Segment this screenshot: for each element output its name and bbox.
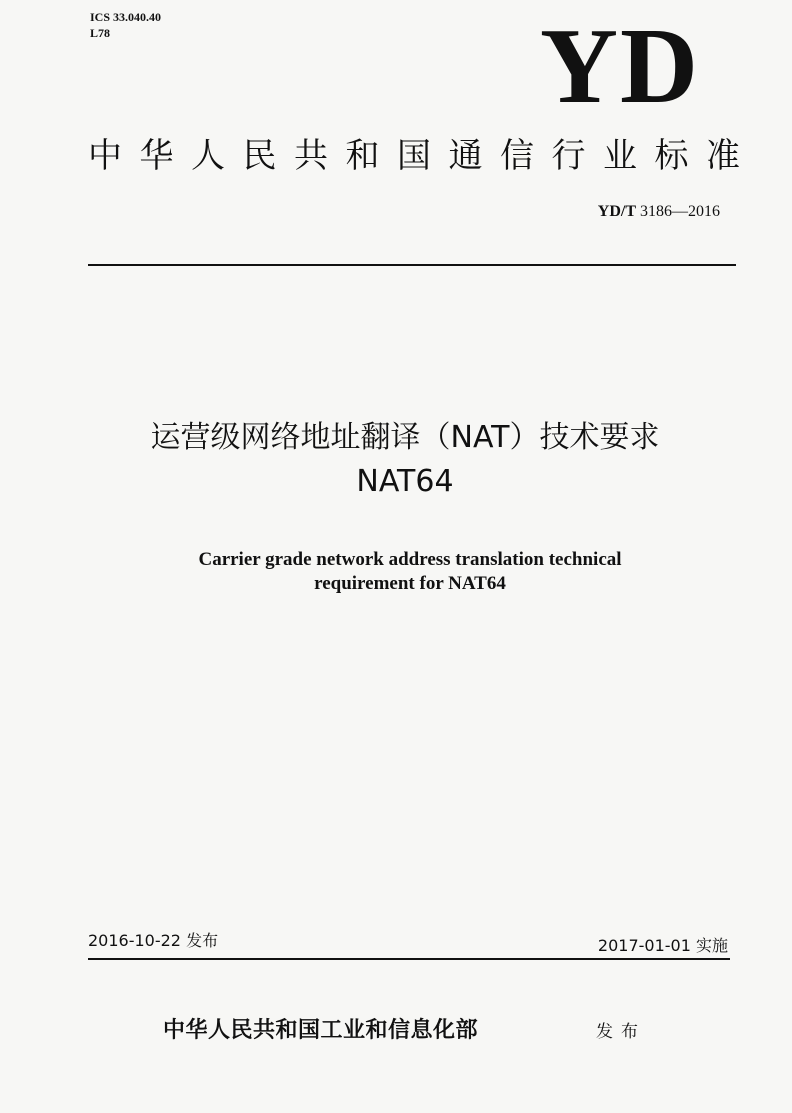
title-en-line1: Carrier grade network address translation technical — [198, 549, 622, 570]
title-en-line2: requirement for NAT64 — [314, 573, 506, 594]
bottom-divider — [88, 958, 730, 960]
standard-code-number: 3186—2016 — [640, 203, 720, 220]
standard-code — [540, 203, 720, 221]
top-divider — [88, 264, 736, 266]
publisher-name: 中华人民共和国工业和信息化部 — [163, 1017, 479, 1043]
yd-logo: YD — [540, 7, 700, 126]
ics-code: ICS 33.040.40 — [90, 10, 162, 24]
classification-codes — [90, 9, 161, 41]
standard-code-prefix: YD/T — [597, 203, 636, 220]
standard-title: 中华人民共和国通信行业标准 — [88, 136, 758, 176]
issue-date: 2016-10-22 发布 — [88, 931, 219, 950]
ccs-code: L78 — [90, 26, 111, 40]
document-title-en — [110, 548, 710, 596]
implementation-date: 2017-01-01 实施 — [597, 936, 728, 955]
document-subtitle-cn: NAT64 — [356, 464, 454, 499]
document-title-cn: 运营级网络地址翻译（NAT）技术要求 — [150, 420, 660, 455]
publisher-tag: 发布 — [596, 1022, 646, 1042]
